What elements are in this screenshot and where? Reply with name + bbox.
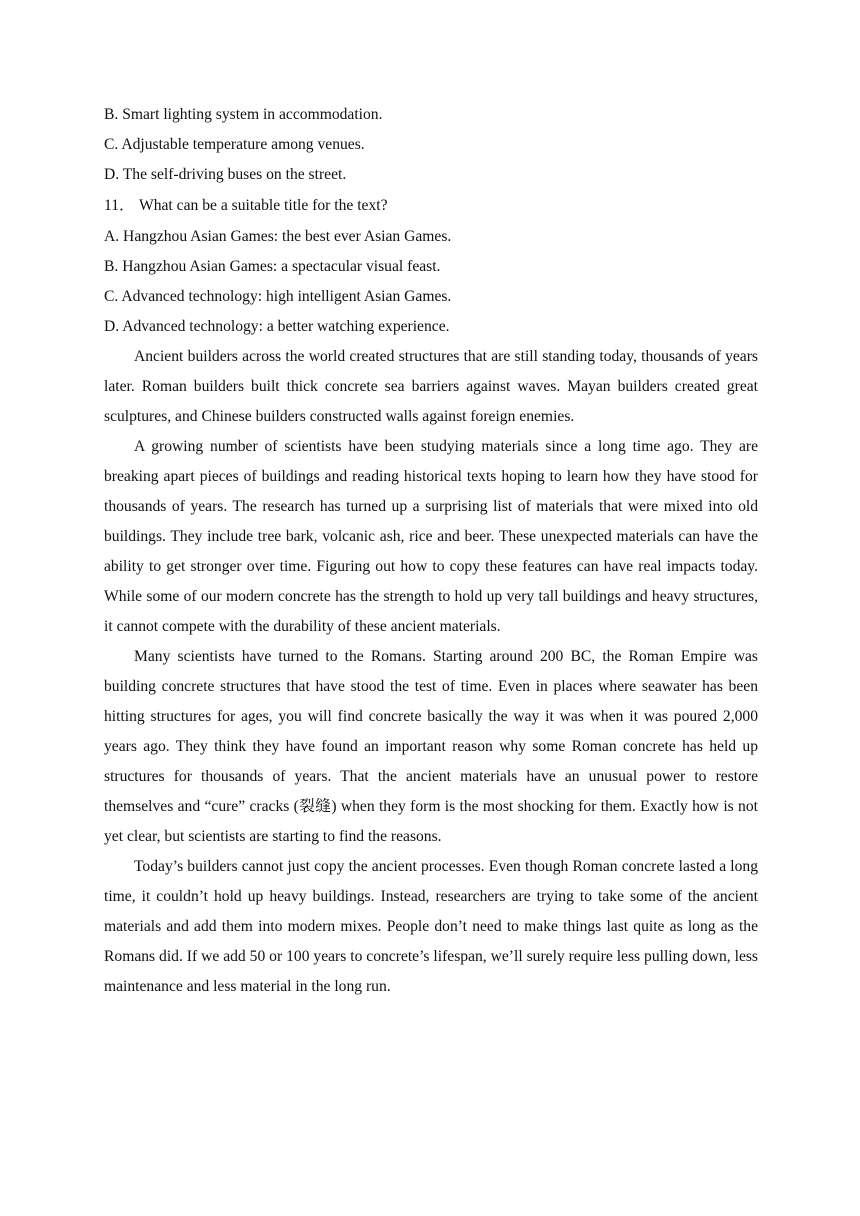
q11-question-text: What can be a suitable title for the text? — [139, 197, 388, 214]
q11-number: 11． — [104, 197, 135, 214]
q11-option-c: C. Advanced technology: high intelligent Asian Games. — [104, 288, 452, 305]
q11-option-b: B. Hangzhou Asian Games: a spectacular visual feast. — [104, 258, 441, 275]
passage-paragraph-3: Many scientists have turned to the Romans. Starting around 200 BC, the Roman Empire was building concrete structures that have stood the test of time. Even in places where seawater has been hitting structures for ages, you will find concrete basically the way it was when it was poured 2,000 years ago. They think they have found an important reason why some Roman concrete has held up structures for thousands of years. That the ancient materials have an unusual power to restore themselves and “cure” cracks (裂缝) when they form is the most shocking for them. Exactly how is not yet clear, but scientists are starting to find the reasons. — [104, 648, 758, 845]
q10-option-d: D. The self-driving buses on the street. — [104, 166, 347, 183]
passage-paragraph-1: Ancient builders across the world created structures that are still standing today, thousands of years later. Roman builders built thick concrete sea barriers against waves. Mayan builders created great sculptures, and Chinese builders constructed walls against foreign enemies. — [104, 348, 758, 425]
q10-option-c: C. Adjustable temperature among venues. — [104, 136, 365, 153]
passage-paragraph-2: A growing number of scientists have been studying materials since a long time ago. They are breaking apart pieces of buildings and reading historical texts hoping to learn how they have stood for thousands of years. The research has turned up a surprising list of materials that were mixed into old buildings. They include tree bark, volcanic ash, rice and beer. These unexpected materials can have the ability to get stronger over time. Figuring out how to copy these features can have real impacts today. While some of our modern concrete has the strength to hold up very tall buildings and heavy structures, it cannot compete with the durability of these ancient materials. — [104, 438, 758, 635]
q11-option-a: A. Hangzhou Asian Games: the best ever Asian Games. — [104, 228, 452, 245]
q11-question — [104, 190, 758, 222]
q10-option-b: B. Smart lighting system in accommodation. — [104, 106, 383, 123]
passage-paragraph-4: Today’s builders cannot just copy the ancient processes. Even though Roman concrete lasted a long time, it couldn’t hold up heavy buildings. Instead, researchers are trying to take some of the ancient materials and add them into modern mixes. People don’t need to make things last quite as long as the Romans did. If we add 50 or 100 years to concrete’s lifespan, we’ll surely require less pulling down, less maintenance and less material in the long run. — [104, 858, 758, 995]
q11-option-d: D. Advanced technology: a better watching experience. — [104, 318, 450, 335]
document-page — [104, 100, 758, 1002]
